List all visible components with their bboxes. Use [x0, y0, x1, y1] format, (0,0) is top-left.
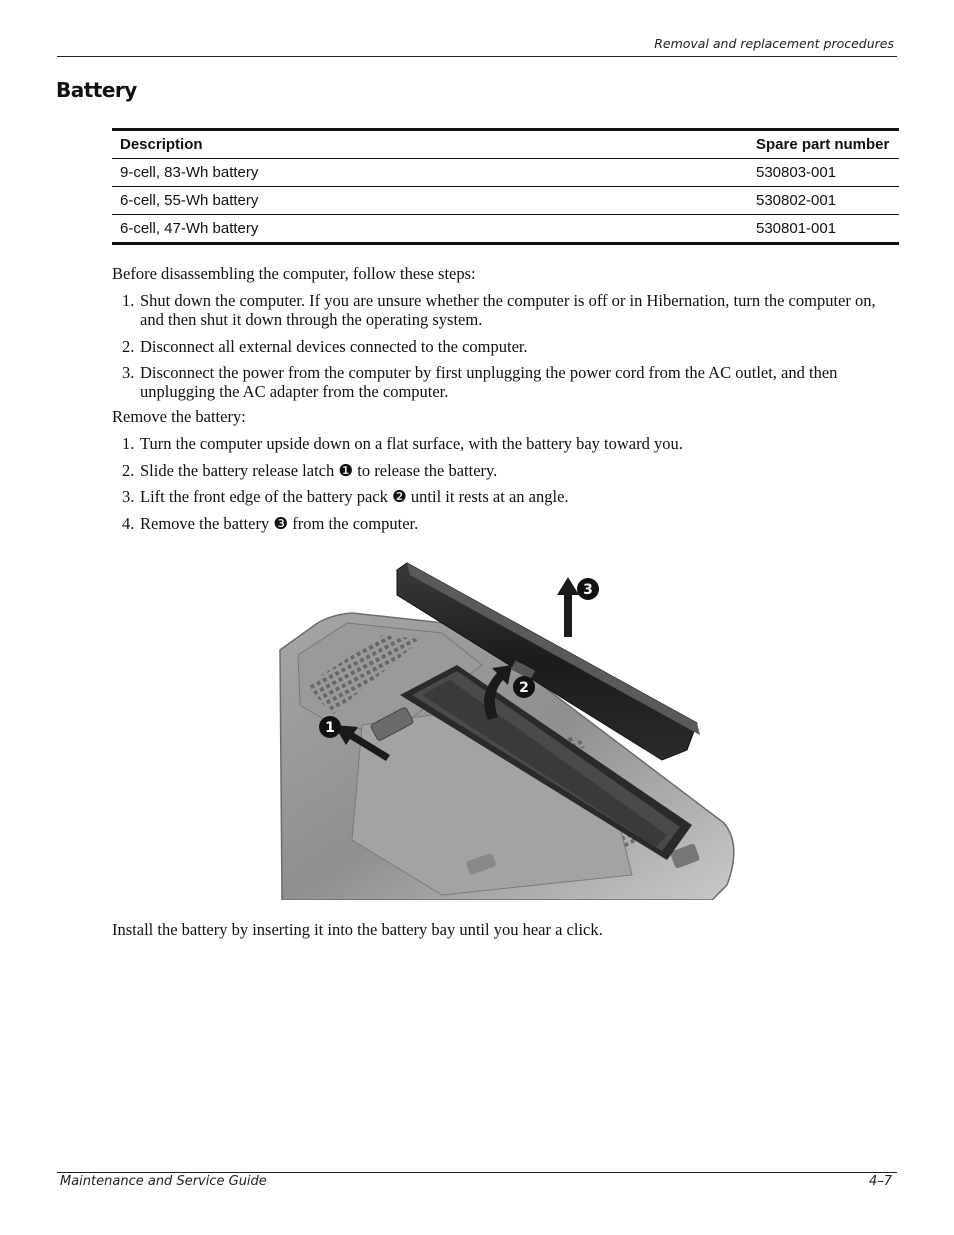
table-row	[112, 159, 899, 187]
list-item	[112, 461, 902, 480]
part-number-cell: 530803-001	[756, 164, 837, 181]
footer-rule	[57, 1172, 897, 1173]
step-text: Slide the battery release latch ❶ to release the battery.	[140, 460, 498, 480]
column-header-part-number: Spare part number	[756, 136, 890, 153]
step-number: 1.	[122, 434, 135, 453]
remove-heading: Remove the battery:	[112, 407, 246, 426]
step-number: 2.	[122, 460, 135, 480]
list-item	[112, 434, 902, 453]
table-row	[112, 215, 899, 244]
list-item	[112, 337, 902, 356]
step-number: 3.	[122, 363, 135, 382]
list-item	[112, 487, 902, 506]
install-note: Install the battery by inserting it into the battery bay until you hear a click.	[112, 920, 603, 939]
running-header: Removal and replacement procedures	[654, 36, 894, 51]
footer-guide-title: Maintenance and Service Guide	[60, 1174, 267, 1189]
callout-label: 2	[519, 680, 529, 696]
section-title: Battery	[56, 78, 137, 102]
step-number: 4.	[122, 513, 135, 533]
callout-label: 1	[325, 720, 335, 736]
header-rule	[57, 56, 897, 57]
callout-1-icon	[319, 716, 341, 738]
step-text: Lift the front edge of the battery pack ❷ until it rests at an angle.	[140, 487, 569, 506]
table-row	[112, 187, 899, 215]
step-text: Disconnect the power from the computer by first unplugging the power cord from the AC outlet, and then unplugging the AC adapter from the computer.	[140, 363, 838, 401]
step-number: 3.	[122, 487, 135, 506]
callout-3-icon	[577, 578, 599, 600]
part-number-cell: 530801-001	[756, 220, 837, 237]
list-item	[112, 363, 902, 401]
page-number: 4–7	[868, 1174, 892, 1189]
description-cell: 9-cell, 83-Wh battery	[120, 164, 259, 181]
callout-2-icon	[513, 676, 535, 698]
step-text: Turn the computer upside down on a flat surface, with the battery bay toward you.	[140, 434, 683, 453]
step-number: 2.	[122, 336, 135, 356]
battery-removal-illustration	[272, 555, 742, 900]
column-header-description: Description	[120, 136, 203, 153]
prep-steps-list	[112, 291, 902, 409]
list-item	[112, 514, 902, 533]
table-header-row	[112, 130, 899, 159]
step-number: 1.	[122, 291, 135, 310]
description-cell: 6-cell, 47-Wh battery	[120, 220, 259, 237]
arrow-icon	[557, 577, 579, 637]
step-text: Remove the battery ❸ from the computer.	[140, 513, 419, 533]
list-item	[112, 291, 902, 329]
part-number-cell: 530802-001	[756, 192, 837, 209]
step-text: Disconnect all external devices connected to the computer.	[140, 336, 528, 356]
remove-steps-list	[112, 434, 902, 540]
intro-paragraph: Before disassembling the computer, follow these steps:	[112, 264, 476, 283]
description-cell: 6-cell, 55-Wh battery	[120, 192, 259, 209]
step-text: Shut down the computer. If you are unsure whether the computer is off or in Hibernation, turn the computer on, and then shut it down through the operating system.	[140, 291, 876, 329]
spare-parts-table	[112, 128, 899, 245]
callout-label: 3	[583, 582, 593, 598]
